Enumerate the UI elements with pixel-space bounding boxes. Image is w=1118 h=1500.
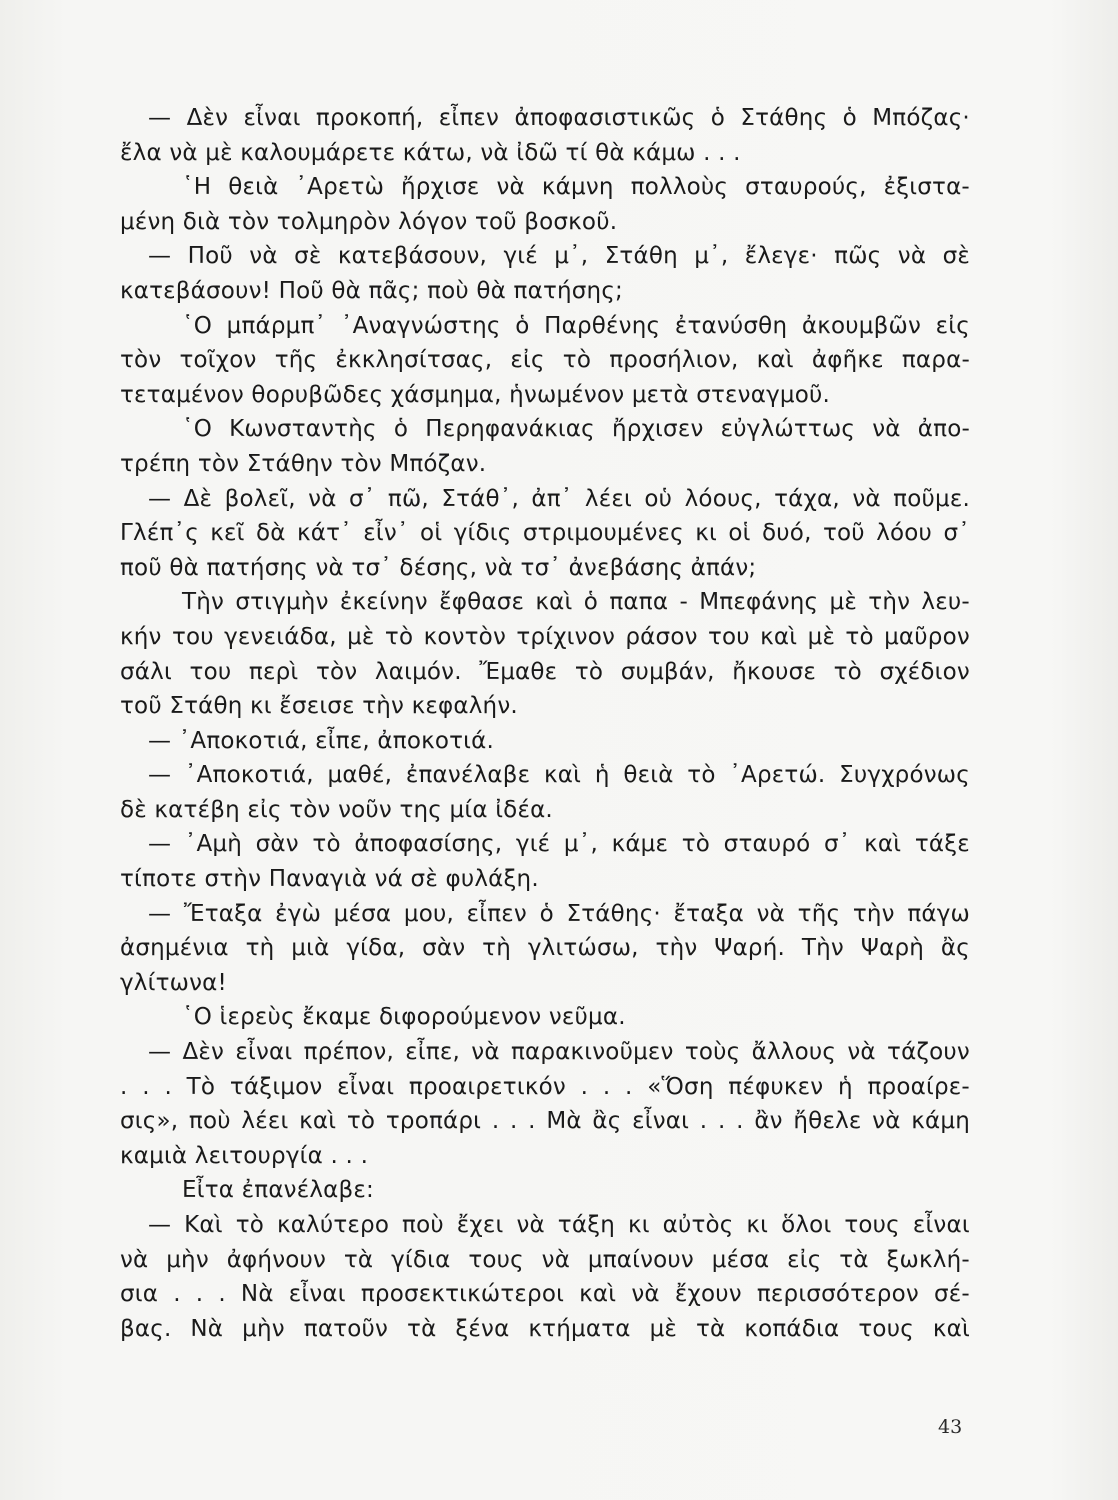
text-line: καμιὰ λειτουργία . . . [120, 1142, 369, 1169]
text-line: σάλι του περὶ τὸν λαιμόν. Ἔμαθε τὸ συμβάν, ἤκουσε τὸ σχέδιον [120, 658, 970, 685]
text-line: τρέπη τὸν Στάθην τὸν Μπόζαν. [120, 450, 487, 477]
text-line: — ᾿Αμὴ σὰν τὸ ἀποφασίσης, γιέ μ᾿, κάμε τὸ σταυρό σ᾿ καὶ τάξε [148, 831, 970, 858]
text-line: ῾Η θειὰ ᾿Αρετὼ ἤρχισε νὰ κάμνη πολλοὺς σταυρούς, ἐξιστα- [182, 174, 970, 201]
text-line: — Δὲ βολεῖ, νὰ σ᾿ πῶ, Στάθ᾿, ἀπ᾿ λέει οὑ λόους, τάχα, νὰ ποῦμε. [148, 485, 970, 512]
text-line: νὰ μὴν ἀφήνουν τὰ γίδια τους νὰ μπαίνουν μέσα εἰς τὰ ξωκλή- [120, 1246, 970, 1273]
text-line: — Ἔταξα ἐγὼ μέσα μου, εἶπεν ὁ Στάθης· ἔταξα νὰ τῆς τὴν πάγω [148, 900, 970, 927]
text-line: τεταμένον θορυβῶδες χάσμημα, ἡνωμένον μετὰ στεναγμοῦ. [120, 381, 830, 408]
text-line: κήν του γενειάδα, μὲ τὸ κοντὸν τρίχινον ράσον του καὶ μὲ τὸ μαῦρον [120, 623, 970, 650]
text-line: — Δὲν εἶναι προκοπή, εἶπεν ἀποφασιστικῶς ὁ Στάθης ὁ Μπόζας· [148, 105, 970, 131]
text-line: βας. Νὰ μὴν πατοῦν τὰ ξένα κτήματα μὲ τὰ κοπάδια τους καὶ [120, 1315, 970, 1342]
text-line: . . . Τὸ τάξιμον εἶναι προαιρετικόν . . . «Ὅση πέφυκεν ἡ προαίρε- [120, 1073, 970, 1100]
text-line: ποῦ θὰ πατήσης νὰ τσ᾿ δέσης, νὰ τσ᾿ ἀνεβάσης ἀπάν; [120, 554, 757, 581]
text-line: ἀσημένια τὴ μιὰ γίδα, σὰν τὴ γλιτώσω, τὴν Ψαρή. Τὴν Ψαρὴ ἂς [120, 935, 970, 962]
text-line: ἔλα νὰ μὲ καλουμάρετε κάτω, νὰ ἰδῶ τί θὰ κάμω . . . [120, 139, 741, 166]
text-line: γλίτωνα! [120, 969, 227, 996]
text-line: μένη διὰ τὸν τολμηρὸν λόγον τοῦ βοσκοῦ. [120, 208, 618, 235]
text-line: ῾Ο ἱερεὺς ἔκαμε διφορούμενον νεῦμα. [182, 1004, 626, 1031]
text-line: — Ποῦ νὰ σὲ κατεβάσουν, γιέ μ᾿, Στάθη μ᾿, ἔλεγε· πῶς νὰ σὲ [148, 243, 970, 270]
text-line: Γλέπ᾿ς κεῖ δὰ κάτ᾿ εἶν᾿ οἱ γίδις στριμουμένες κι οἱ δυό, τοῦ λόου σ᾿ [120, 520, 970, 547]
text-line: — Καὶ τὸ καλύτερο ποὺ ἔχει νὰ τάξη κι αὐτὸς κι ὅλοι τους εἶναι [148, 1212, 970, 1238]
text-line: τίποτε στὴν Παναγιὰ νά σὲ φυλάξη. [120, 866, 539, 893]
text-line: τοῦ Στάθη κι ἔσεισε τὴν κεφαλήν. [120, 693, 518, 720]
text-line: Τὴν στιγμὴν ἐκείνην ἔφθασε καὶ ὁ παπα - Μπεφάνης μὲ τὴν λευ- [182, 589, 970, 616]
body-text [120, 101, 970, 1346]
text-line: ῾Ο Κωνσταντὴς ὁ Περηφανάκιας ἤρχισεν εὐγλώττως νὰ ἀπο- [182, 416, 970, 443]
text-line: — Δὲν εἶναι πρέπον, εἶπε, νὰ παρακινοῦμεν τοὺς ἄλλους νὰ τάζουν [148, 1039, 970, 1066]
page-number: 43 [938, 1416, 963, 1438]
text-line: σις», ποὺ λέει καὶ τὸ τροπάρι . . . Μὰ ἂς εἶναι . . . ἂν ἤθελε νὰ κάμη [120, 1108, 970, 1135]
text-line: κατεβάσουν! Ποῦ θὰ πᾶς; ποὺ θὰ πατήσης; [120, 277, 623, 304]
text-line: τὸν τοῖχον τῆς ἐκκλησίτσας, εἰς τὸ προσήλιον, καὶ ἀφῆκε παρα- [120, 347, 970, 374]
text-line: σια . . . Νὰ εἶναι προσεκτικώτεροι καὶ νὰ ἔχουν περισσότερον σέ- [120, 1281, 970, 1308]
text-line: — ᾿Αποκοτιά, εἶπε, ἀποκοτιά. [148, 727, 495, 754]
text-line: ῾Ο μπάρμπ᾿ ᾿Αναγνώστης ὁ Παρθένης ἐτανύσθη ἀκουμβῶν εἰς [182, 312, 970, 339]
text-line: Εἶτα ἐπανέλαβε: [182, 1177, 374, 1204]
text-line: δὲ κατέβη εἰς τὸν νοῦν της μία ἰδέα. [120, 796, 553, 823]
text-line: — ᾿Αποκοτιά, μαθέ, ἐπανέλαβε καὶ ἡ θειὰ τὸ ᾿Αρετώ. Συγχρόνως [148, 762, 970, 789]
